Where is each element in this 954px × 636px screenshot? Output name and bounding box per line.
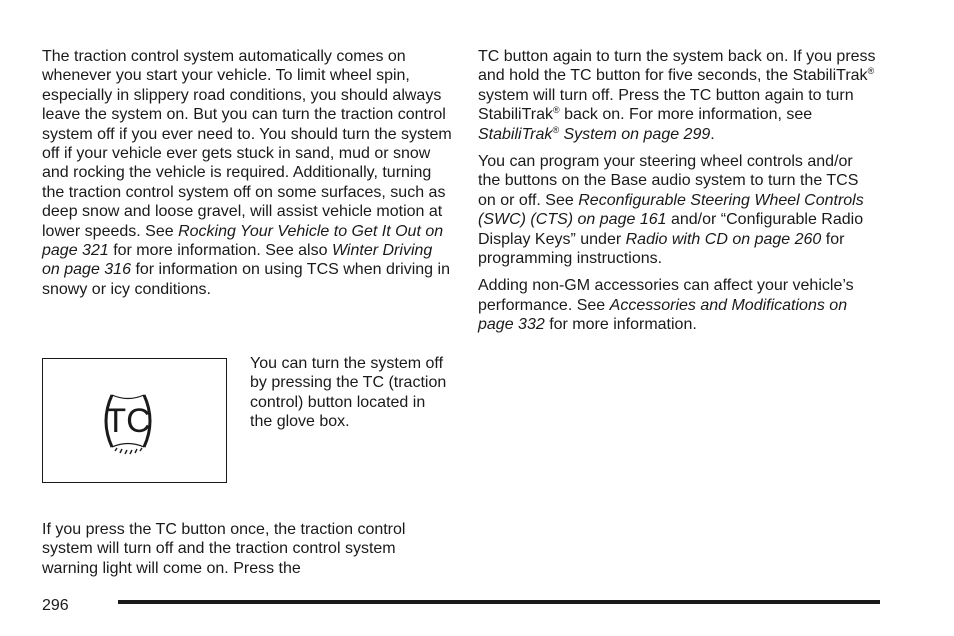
text: for information on using TCS when driving in snowy or icy conditions. (42, 261, 450, 298)
text: The traction control system automatically comes on whenever you start your vehicle. To limit wheel spin, especially in slippery road conditions, you should always leave the system on. But you can turn the traction control system off if you ever need to. You should turn the system off if your vehicle ever gets stuck in sand, mud or snow and rocking the vehicle is required. Additionally, turning the traction control system off on some surfaces, such as deep snow and loose gravel, will assist vehicle motion at lower speeds. See (42, 48, 452, 240)
registered-mark: ® (552, 105, 560, 116)
text: You can turn the system off by pressing the TC (traction control) button located in the glove box. (250, 355, 447, 431)
registered-mark: ® (552, 124, 560, 135)
text: StabiliTrak (478, 125, 553, 143)
paragraph-tcs-intro (42, 47, 454, 299)
traction-control-icon (98, 391, 158, 455)
tc-button-illustration (42, 358, 227, 483)
cross-reference-accessories[interactable]: Accessories and Modifications on page 332 (478, 296, 848, 334)
paragraph-stabilitrak (478, 47, 878, 144)
text: and/or “Configurable Radio Display Keys” under (478, 211, 864, 248)
registered-mark: ® (867, 66, 875, 77)
text: System on page 299 (563, 125, 711, 143)
tc-icon-label: TC (105, 402, 151, 440)
footer-rule (118, 600, 880, 604)
text: You can program your steering wheel controls and/or the buttons on the Base audio system to turn the TCS on or off. See (478, 153, 859, 209)
paragraph-tc-press (42, 520, 454, 578)
cross-reference-radio[interactable]: Radio with CD on page 260 (625, 230, 822, 248)
text: . (710, 125, 715, 143)
text: for programming instructions. (478, 230, 845, 268)
paragraph-steering-controls (478, 152, 878, 268)
text: Adding non-GM accessories can affect your vehicle’s performance. See (478, 277, 854, 314)
figure-side-text (250, 354, 450, 432)
page-number: 296 (42, 597, 69, 614)
text: for more information. See also (113, 242, 328, 260)
right-column (478, 47, 878, 335)
text: back on. For more information, see (564, 106, 813, 124)
cross-reference-swc[interactable]: Reconfigurable Steering Wheel Controls (SWC) (CTS) on page 161 (478, 191, 864, 229)
text: If you press the TC button once, the traction control system will turn off and the traction control system warning light will come on. Press the (42, 521, 406, 577)
cross-reference-rocking[interactable]: Rocking Your Vehicle to Get It Out on page 321 (42, 222, 444, 260)
text: for more information. (549, 316, 697, 334)
cross-reference-stabilitrak[interactable] (478, 126, 710, 143)
left-column (42, 47, 454, 299)
paragraph-accessories (478, 276, 878, 334)
cross-reference-winter-driving[interactable]: Winter Driving on page 316 (42, 242, 433, 279)
text: TC button again to turn the system back on. If you press and hold the TC button for five seconds, the StabiliTrak (478, 48, 876, 85)
text: system will turn off. Press the TC button again to turn StabiliTrak (478, 86, 854, 124)
